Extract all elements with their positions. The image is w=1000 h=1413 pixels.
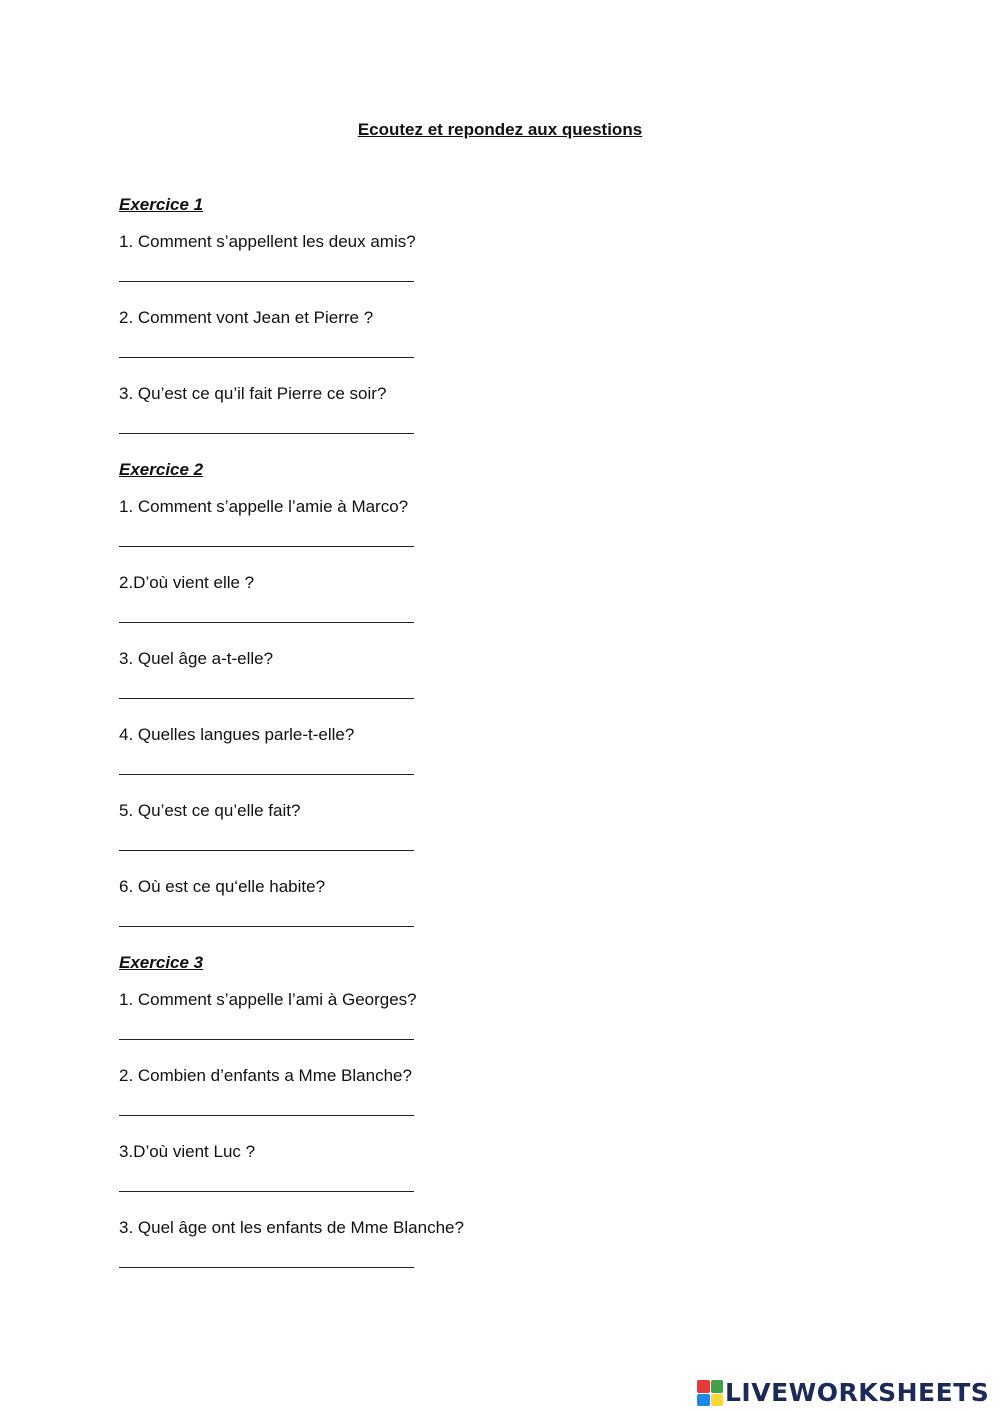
badge-square [711,1380,724,1393]
question: 1. Comment s’appellent les deux amis? [119,232,416,251]
question: 3. Quel âge ont les enfants de Mme Blanche? [119,1218,464,1237]
exercise-heading: Exercice 2 [119,460,204,479]
question: 1. Comment s’appelle l’ami à Georges? [119,990,417,1009]
answer-line[interactable] [119,419,414,458]
answer-line[interactable] [119,684,414,723]
exercise-2 [119,458,819,951]
exercise-3 [119,951,819,1292]
liveworksheets-badge-icon [697,1380,723,1406]
question: 3.D’où vient Luc ? [119,1142,256,1161]
answer-line[interactable] [119,1101,414,1140]
answer-line[interactable] [119,912,414,951]
answer-line[interactable] [119,1177,414,1216]
question: 1. Comment s’appelle l’amie à Marco? [119,497,409,516]
question: 3. Quel âge a-t-elle? [119,649,274,668]
question: 6. Où est ce qu‘elle habite? [119,877,326,896]
badge-square [697,1394,710,1407]
question: 5. Qu’est ce qu’elle fait? [119,801,301,820]
liveworksheets-logo [697,1378,989,1408]
exercise-1 [119,193,819,458]
answer-line[interactable] [119,836,414,875]
badge-square [711,1394,724,1407]
exercise-heading: Exercice 3 [119,953,204,972]
answer-line[interactable] [119,532,414,571]
exercise-heading: Exercice 1 [119,195,204,214]
question: 3. Qu’est ce qu’il fait Pierre ce soir? [119,384,387,403]
logo-text: LIVEWORKSHEETS [725,1378,990,1407]
answer-line[interactable] [119,343,414,382]
answer-line[interactable] [119,1253,414,1292]
answer-line[interactable] [119,608,414,647]
answer-line[interactable] [119,1025,414,1064]
answer-line[interactable] [119,267,414,306]
question: 4. Quelles langues parle-t-elle? [119,725,355,744]
question: 2. Combien d’enfants a Mme Blanche? [119,1066,412,1085]
worksheet [119,193,819,1292]
question: 2. Comment vont Jean et Pierre ? [119,308,374,327]
answer-line[interactable] [119,760,414,799]
badge-square [697,1380,710,1393]
question: 2.D’où vient elle ? [119,573,255,592]
page-title: Ecoutez et repondez aux questions [357,120,643,139]
